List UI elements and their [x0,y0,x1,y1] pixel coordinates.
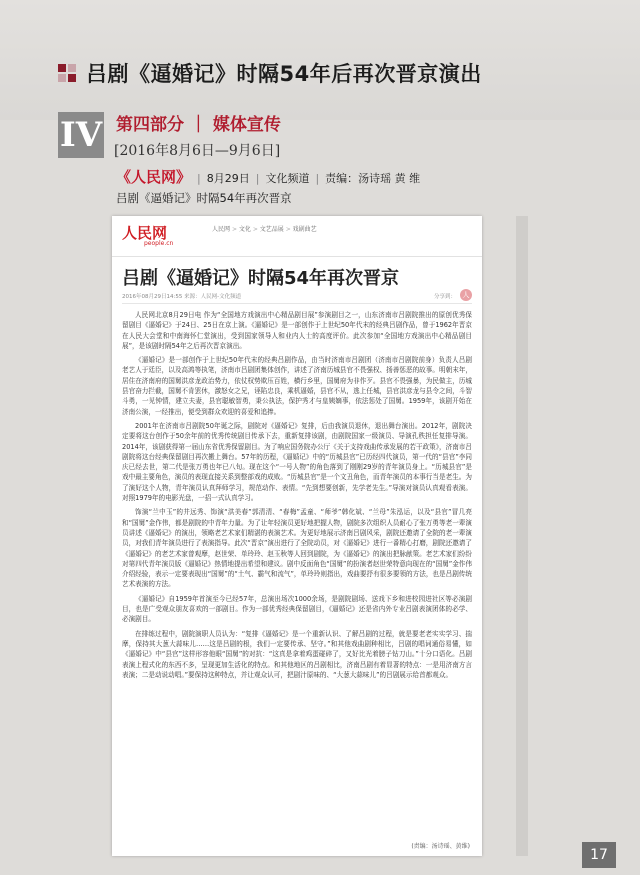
section-number: IV [58,112,104,158]
source-editor: 责编：汤诗瑶 黄 维 [325,172,421,185]
share-icon[interactable]: 人 [460,289,472,301]
page-number: 17 [582,842,616,868]
share-label: 分享到： [433,294,456,300]
paragraph: 在排练过程中，剧院演职人员认为：“复排《逼婚记》是一个重新认识、了解吕剧的过程，就是要老老实实学习、揣摩，保持其大葱大蒜味儿……这是吕剧的根，我们一定要传承、坚守。”和其他戏曲剧种相比，吕剧的唱词通俗易懂，如《逼婚记》中“县官”这样形容他眼“国舅”的对抗：“这真是拿着鸡蛋碰碎了，又好比光着膀子钻刀山。”十分口语化。吕剧表演上程式化的东西不多，呈现更加生活化的特点。和其他地区的吕剧相比，济南吕剧有着显著的特点：一是用济南方言表演；二是动说动唱。”要保持这种特点，并让观众认可，把剧汁原味的、“大葱大蒜味儿”的吕剧展示给首都观众。 [122,629,472,679]
square-bullet-icon [58,64,76,82]
paragraph: 2001年在济南市吕剧院50年诞之际，剧院对《逼婚记》复排，后由我演员退休，退出舞台演出。2012年，剧院决定要将这台创作于50余年前的优秀传统剧目传承下去，重新复排该剧，由剧院国家一级演员、导演孔秩担任复排导演。2014年，该剧获得第一届山东省优秀保留剧目。为了响应国务院办公厅《关于支持戏曲传承发展的若干政策》，济南市吕剧院将这台经典保留剧目再次搬上舞台。57年的历程，《逼婚记》中的“历城县官”已历经四代演员，第一代的“县官”李同庆已经去世，第二代是张万勇也年已八旬。现在这个“一号人物”的角色落到了刚刚29岁的青年演员身上。“历城县官”是戏中最主要角色，演员的表现直接关系到整部戏的成败。“历城县官”是一个文丑角色，而青年演员的本事行当是老生。为了演好这个人物，青年演员认真拜师学习，规范动作、表情。“先到想要创新，先学老先生。”导演对演员认真观看表演。对照1979年的电影光盘，一招一式认真学习。 [122,421,472,503]
paragraph: 《逼婚记》自1959年首演至今已经57年，总演出场次1000余场，是剧院剧场、送戏下乡和进校园进社区等必演剧目，也是广受观众朋友喜欢的一部剧目。作为一部优秀经典保留剧目，《逼婚记》还是省内外专业吕剧表演团体的必学、必演剧目。 [122,594,472,624]
paragraph: 饰演“兰中玉”的井远秀、饰演“洪美春”郭清清、“春梅”孟童、“师爷”韩化斌、“兰母”朱泓运，以及“县官”冒几亮和“国舅”金作伟，都是剧院的中青年力量。为了让年轻演员更好地把握人物，剧院多次组织人员耐心了张万勇等老一辈演员讲述《逼婚记》的演出，领略老艺术家们精湛的表演艺术。为更好地展示济南吕剧风采，剧院还邀请了全院的老一辈演员，对我们青年演员进行了表演指导。此次“晋京”演出进行了全院动员，对《逼婚记》进行一番精心打磨，剧院还邀请了《逼婚记》的老艺术家曾观摩，赵世荣、单玲玲、赵玉秋等人回到剧院，为《逼婚记》的演出把脉献策。老艺术家们纷纷对第四代青年演员版《逼婚记》热情地提出希望和建议。剧中反面角色“国舅”的扮演者赵世荣特意向现在的“国舅”金作伟介绍经验，表示一定要表现出“国舅”的“土气、霸气和流气”，单玲玲则指出，戏曲要抒有很多要领的方法，也是吕剧传统艺术表演的方法。 [122,508,472,589]
divider [122,303,472,304]
side-bar [516,216,528,856]
breadcrumb-item[interactable]: > 文化 [232,226,251,233]
source-channel: 文化频道 [265,172,310,185]
people-logo-sub: people.cn [144,240,174,247]
people-logo: 人民网 [122,224,168,242]
breadcrumb-item[interactable]: > 文艺品展 [253,226,284,233]
article-body [122,310,472,684]
clipping-header [112,216,482,257]
breadcrumb-item[interactable]: 人民网 [212,226,231,233]
source-date: 8月29日 [206,172,250,185]
editor-credit: (责编：汤诗瑶、黄维) [411,843,470,850]
paragraph: 《逼婚记》是一部创作于上世纪50年代末的经典吕剧作品，由当时济南市吕剧团（济南市吕剧院前身）负责人吕剧老艺人于廷臣，以及高鸿等执笔，济南市吕剧团集体创作，讲述了济南历城县官不畏强权、扬善惩恶的故事。明朝末年，居住在济南府的国舅洪彦龙政治势力，依仗权势欺压百姓，横行乡里，国舅府为非作歹。县官不畏强暴，为民做主，历城县官奋力拦截，国舅不肯罢休，激怒女之兄，诬陷忠良，乘机逼婚，县官不从，逃上任城，县官洪彦龙与县令之间，斗智斗勇，一见钟情，建立夫妻，县官聪敏智勇，秉公执法，保护秀才与皇姨嫡事，依法惩处了国舅。1959年，该剧开始在济南公演，一经推出，便受到群众欢迎的喜爱和追捧。 [122,356,472,416]
article-subtitle: 吕剧《逼婚记》时隔54年再次晋京 [116,191,292,205]
section-title: 第四部分 ｜ 媒体宣传 [116,115,281,135]
paragraph: 人民网北京8月29日电 作为“全国地方戏演出中心精品剧目展”参演剧目之一，山东济南市吕剧院推出的原创优秀保留剧目《逼婚记》于24日、25日在京上演。《逼婚记》是一部创作于上世纪50年代末的经典吕剧作品，曾于1962年晋京在人民大会堂和中南海怀仁堂演出，受到国家领导人和业内人士的高度评价。此次参加“全国地方戏演出中心精品剧目展”，是该剧时隔54年之后再次晋京演出。 [122,311,472,350]
article-meta: 2016年08月29日14:55 来源：人民网-文化频道 [122,294,242,300]
date-range: [2016年8月6日—9月6日] [114,143,281,159]
page-title: 吕剧《逼婚记》时隔54年后再次晋京演出 [86,62,482,86]
article-title: 吕剧《逼婚记》时隔54年再次晋京 [122,268,400,289]
breadcrumb-item[interactable]: > 戏剧曲艺 [286,226,317,233]
source-line: 《人民网》 | 8月29日 | 文化频道 | 责编：汤诗瑶 黄 维 [116,168,421,186]
article-clipping [112,216,482,856]
source-name: 《人民网》 [116,168,192,186]
breadcrumb [212,224,317,233]
